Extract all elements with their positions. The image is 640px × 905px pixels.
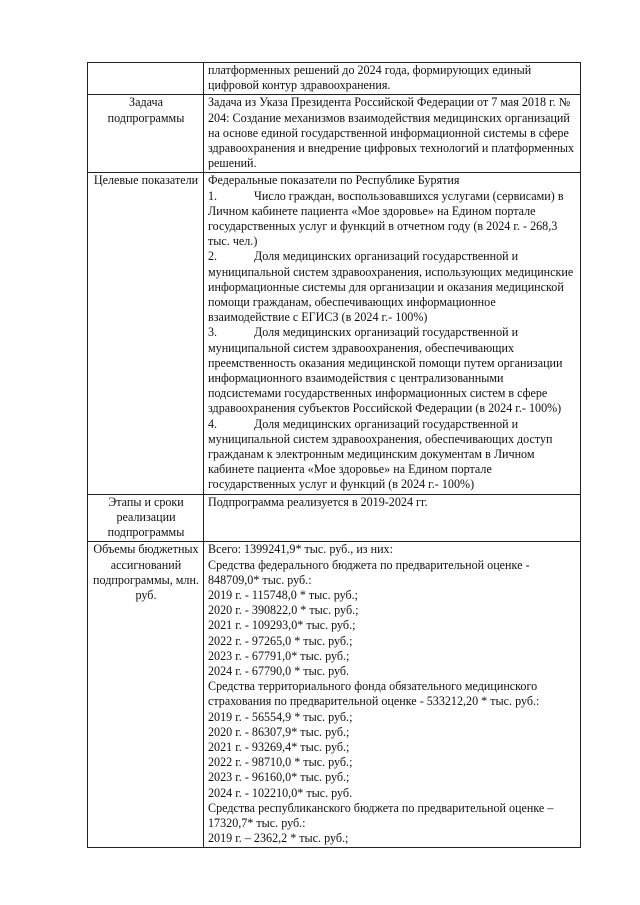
territorial-year: 2022 г. - 98710,0 * тыс. руб.; <box>208 755 353 770</box>
target-text: Число граждан, воспользовавшихся услугами (сервисами) в Личном кабинете пациента «Мое здоровье» на Едином портале государственных услуг и функций в отчетном году (в 2024 г. - 268,3 тыс. чел.) <box>208 188 564 249</box>
funding-total: Всего: 1399241,9* тыс. руб., из них: <box>208 542 393 557</box>
funding-label: Объемы бюджетных ассигнований подпрограммы, млн. руб. <box>88 542 204 848</box>
federal-year: 2024 г. - 67790,0 * тыс. руб. <box>208 663 350 678</box>
territorial-year: 2021 г. - 93269,4* тыс. руб.; <box>208 739 350 754</box>
stages-text: Подпрограмма реализуется в 2019-2024 гг. <box>204 494 581 542</box>
targets-label: Целевые показатели <box>88 173 204 494</box>
territorial-heading: Средства территориального фонда обязательного медицинского страхования по предварительной оценке - 533212,20 * тыс. руб.: <box>208 679 540 709</box>
federal-year: 2022 г. - 97265,0 * тыс. руб.; <box>208 633 353 648</box>
continuation-row <box>88 63 581 95</box>
task-label: Задача подпрограммы <box>88 95 204 173</box>
territorial-year: 2019 г. - 56554,9 * тыс. руб.; <box>208 709 353 724</box>
target-item-1 <box>208 189 577 250</box>
target-number: 4. <box>208 416 218 431</box>
targets-heading: Федеральные показатели по Республике Бурятия <box>208 173 460 188</box>
target-text: Доля медицинских организаций государственной и муниципальной систем здравоохранения, обеспечивающих доступ гражданам к электронным медицинским документам в Личном кабинете пациента «Мое здоровье» на Едином портале государственных услуг и функций (в 2024 г.- 100%) <box>208 416 553 492</box>
funding-content <box>204 542 581 848</box>
target-text: Доля медицинских организаций государственной и муниципальной систем здравоохранения, обеспечивающих преемственность оказания медицинской помощи путем организации информационного взаимодействия с централизованными подсистемами государственных информационных систем в сфере здравоохранения субъектов Российской Федерации (в 2024 г.- 100%) <box>208 325 563 416</box>
stages-row <box>88 494 581 542</box>
federal-year: 2021 г. - 109293,0* тыс. руб.; <box>208 618 356 633</box>
task-row <box>88 95 581 173</box>
continuation-text: платформенных решений до 2024 года, формирующих единый цифровой контур здравоохранения. <box>204 63 581 95</box>
republic-heading: Средства республиканского бюджета по предварительной оценке – 17320,7* тыс. руб.: <box>208 800 554 830</box>
empty-label-cell <box>88 63 204 95</box>
target-number: 3. <box>208 325 218 340</box>
target-item-3 <box>208 325 577 416</box>
republic-year: 2019 г. – 2362,2 * тыс. руб.; <box>208 831 349 846</box>
target-text: Доля медицинских организаций государственной и муниципальной систем здравоохранения, использующих медицинские информационные системы для организации и оказания медицинской помощи гражданам, обеспечивающих информационное взаимодействие с ЕГИСЗ (в 2024 г.- 100%) <box>208 249 574 325</box>
target-number: 2. <box>208 249 218 264</box>
federal-heading: Средства федерального бюджета по предварительной оценке - 848709,0* тыс. руб.: <box>208 557 530 587</box>
target-item-4 <box>208 417 577 493</box>
territorial-year: 2024 г. - 102210,0* тыс. руб. <box>208 785 353 800</box>
stages-label: Этапы и сроки реализации подпрограммы <box>88 494 204 542</box>
territorial-year: 2020 г. - 86307,9* тыс. руб.; <box>208 724 350 739</box>
targets-content <box>204 173 581 494</box>
target-item-2 <box>208 249 577 325</box>
task-text: Задача из Указа Президента Российской Федерации от 7 мая 2018 г. № 204: Создание механизмов взаимодействия медицинских организаций на основе единой государственной информационной системы в сфере здравоохранения и внедрение цифровых технологий и платформенных решений. <box>204 95 581 173</box>
subprogram-passport-table <box>87 62 581 848</box>
federal-year: 2019 г. - 115748,0 * тыс. руб.; <box>208 587 359 602</box>
federal-year: 2020 г. - 390822,0 * тыс. руб.; <box>208 603 359 618</box>
territorial-year: 2023 г. - 96160,0* тыс. руб.; <box>208 770 350 785</box>
federal-year: 2023 г. - 67791,0* тыс. руб.; <box>208 648 350 663</box>
funding-row <box>88 542 581 848</box>
target-number: 1. <box>208 188 218 203</box>
targets-row <box>88 173 581 494</box>
